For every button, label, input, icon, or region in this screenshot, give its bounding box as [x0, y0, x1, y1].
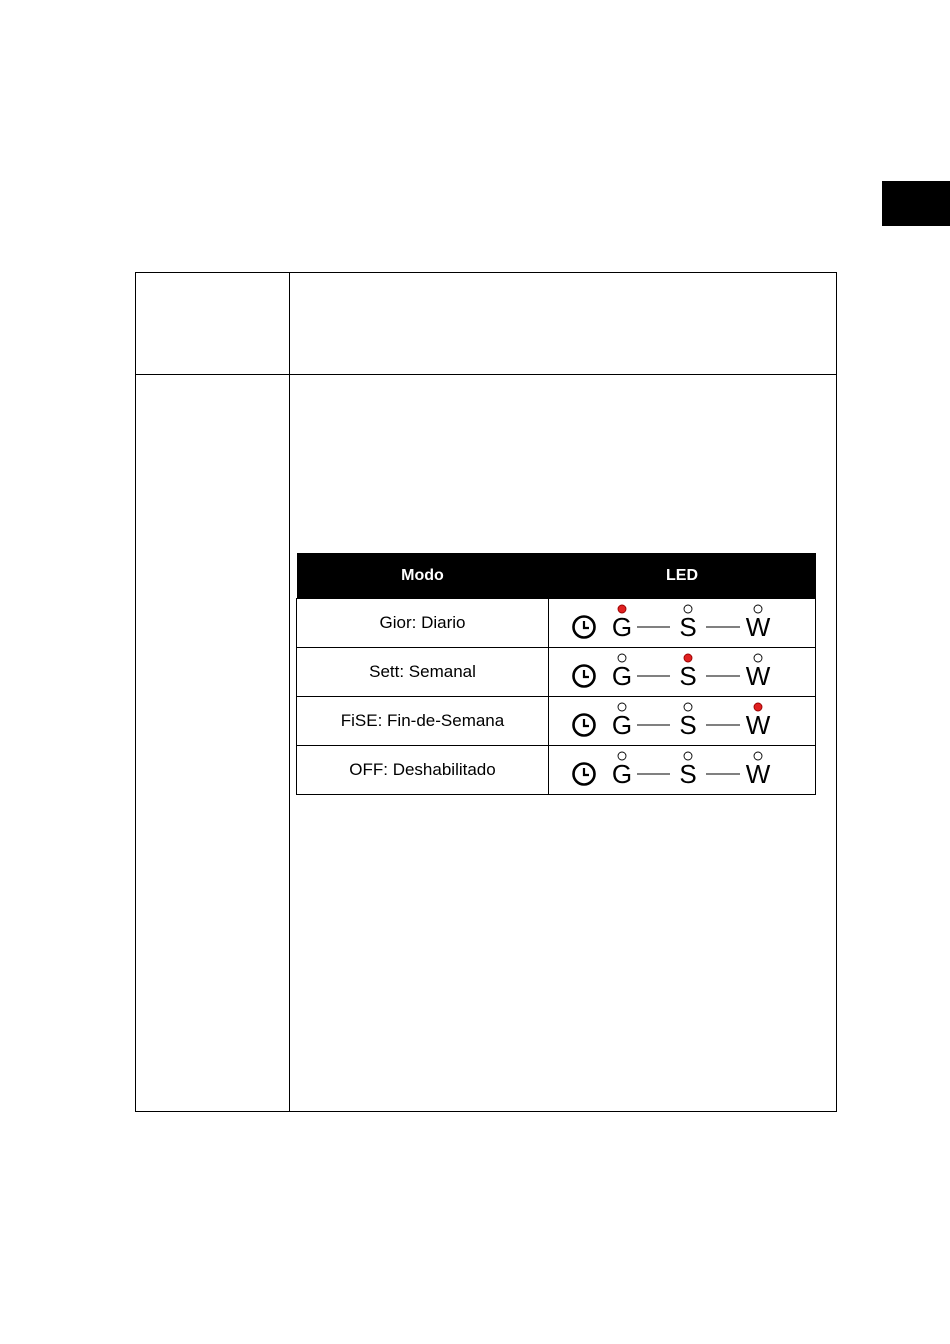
led-diagram	[549, 599, 816, 647]
mode-led-table	[296, 553, 816, 795]
led-letter-w: W	[745, 661, 771, 691]
led-diagram	[549, 648, 816, 696]
table-row	[297, 599, 816, 648]
table-row	[297, 697, 816, 746]
led-diagram	[549, 697, 816, 745]
led-indicator-cell	[549, 599, 816, 648]
led-letter-w: W	[745, 759, 771, 789]
led-letter-w: W	[745, 710, 771, 740]
clock-icon	[574, 715, 595, 736]
header-mode: Modo	[297, 553, 549, 599]
led-letter-s: S	[679, 710, 697, 740]
led-indicator-cell	[549, 746, 816, 795]
led-diagram	[549, 746, 816, 794]
mode-label: Gior: Diario	[297, 599, 549, 648]
table-row	[297, 746, 816, 795]
table-row	[297, 648, 816, 697]
led-letter-g: G	[611, 759, 633, 789]
led-letter-g: G	[611, 710, 633, 740]
led-indicator-cell	[549, 648, 816, 697]
column-divider	[289, 273, 290, 1111]
led-letter-g: G	[611, 612, 633, 642]
header-led: LED	[549, 553, 816, 599]
mode-label: OFF: Deshabilitado	[297, 746, 549, 795]
led-letter-g: G	[611, 661, 633, 691]
led-letter-s: S	[679, 661, 697, 691]
led-letter-s: S	[679, 759, 697, 789]
led-letter-s: S	[679, 612, 697, 642]
table-header-row	[297, 553, 816, 599]
mode-label: FiSE: Fin-de-Semana	[297, 697, 549, 746]
clock-icon	[574, 764, 595, 785]
clock-icon	[574, 666, 595, 687]
led-indicator-cell	[549, 697, 816, 746]
mode-label: Sett: Semanal	[297, 648, 549, 697]
led-letter-w: W	[745, 612, 771, 642]
section-tab-marker	[882, 181, 950, 226]
row-divider	[136, 374, 836, 375]
clock-icon	[574, 617, 595, 638]
